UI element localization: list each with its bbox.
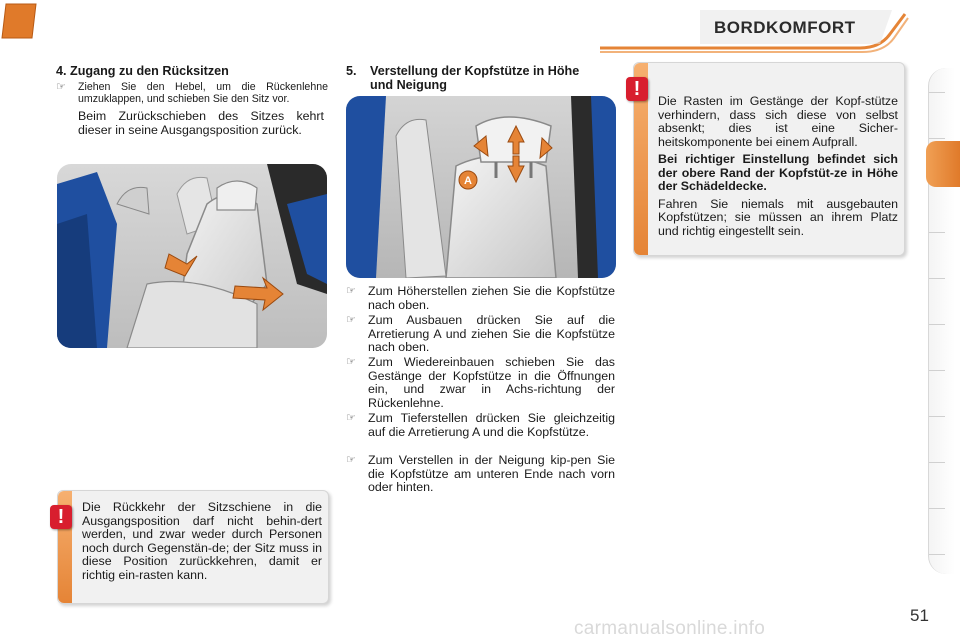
- chapter-title: BORDKOMFORT: [714, 18, 856, 37]
- section-5-number: 5.: [346, 64, 357, 78]
- warning-box-right: [633, 62, 905, 256]
- seat-access-illustration: [57, 164, 327, 348]
- section-5-bullet: ☞ Zum Verstellen in der Neigung kip-pen Sie die Kopfstütze am unteren Ende nach vorn oder hinten.: [346, 453, 615, 494]
- pointer-hand-icon: ☞: [346, 285, 356, 297]
- section-5-bullet: ☞ Zum Tieferstellen drücken Sie gleichzeitig auf die Arretierung A und die Kopfstütze.: [346, 411, 615, 439]
- section-4-bullet: ☞ Ziehen Sie den Hebel, um die Rückenlehne umzuklappen, und schieben Sie den Sitz vor.: [56, 81, 328, 105]
- warning-left-text: Die Rückkehr der Sitzschiene in die Ausgangsposition darf nicht behin-dert werden, und zwar weder durch Personen noch durch Gegenstän-de; der Sitz muss in diese Position zurückkehren, damit er richtig ein-rasten kann.: [82, 500, 322, 582]
- pointer-hand-icon: ☞: [346, 454, 356, 466]
- section-5-title: Verstellung der Kopfstütze in Höhe und Neigung: [370, 64, 580, 92]
- watermark: carmanualsonline.info: [574, 618, 766, 639]
- section-4-text: Beim Zurückschieben des Sitzes kehrt dieser in seine Ausgangsposition zurück.: [78, 109, 324, 137]
- section-4-title: 4. Zugang zu den Rücksitzen: [56, 64, 229, 78]
- page-header: [0, 0, 960, 60]
- warning-right-text-1: Die Rasten im Gestänge der Kopf-stütze verhindern, dass sich diese von selbst absenkt; dies ist eine Sicher-heitskomponente bei einem Aufprall.: [658, 94, 898, 149]
- pointer-hand-icon: ☞: [346, 412, 356, 424]
- section-5-bullet: ☞ Zum Ausbauen drücken Sie auf die Arretierung A und ziehen Sie die Kopfstütze nach oben.: [346, 313, 615, 354]
- warning-right-text-3: Fahren Sie niemals mit ausgebauten Kopfstützen; sie müssen an ihrem Platz und richtig eingestellt sein.: [658, 196, 898, 238]
- warning-right-text-2: Bei richtiger Einstellung befindet sich der obere Rand der Kopfstüt-ze in Höhe der Schädeldecke.: [658, 152, 898, 193]
- warning-box-left: [57, 490, 329, 604]
- section-5-bullet: ☞ Zum Höherstellen ziehen Sie die Kopfstütze nach oben.: [346, 284, 615, 312]
- pointer-hand-icon: ☞: [56, 81, 66, 93]
- warning-exclamation-icon: !: [50, 505, 72, 529]
- chapter-tab-active[interactable]: [926, 141, 960, 187]
- headrest-illustration: [346, 96, 616, 278]
- warning-exclamation-icon: !: [626, 77, 648, 101]
- chapter-number: 2: [914, 12, 932, 45]
- pointer-hand-icon: ☞: [346, 356, 356, 368]
- pointer-hand-icon: ☞: [346, 314, 356, 326]
- chapter-badge-icon: [0, 0, 40, 40]
- lock-label-a: A: [464, 175, 472, 187]
- section-5-bullet: ☞ Zum Wiedereinbauen schieben Sie das Gestänge der Kopfstütze in die Öffnungen ein, und zwar in Achs-richtung der Rückenlehne.: [346, 355, 615, 410]
- page-number: 51: [910, 606, 929, 625]
